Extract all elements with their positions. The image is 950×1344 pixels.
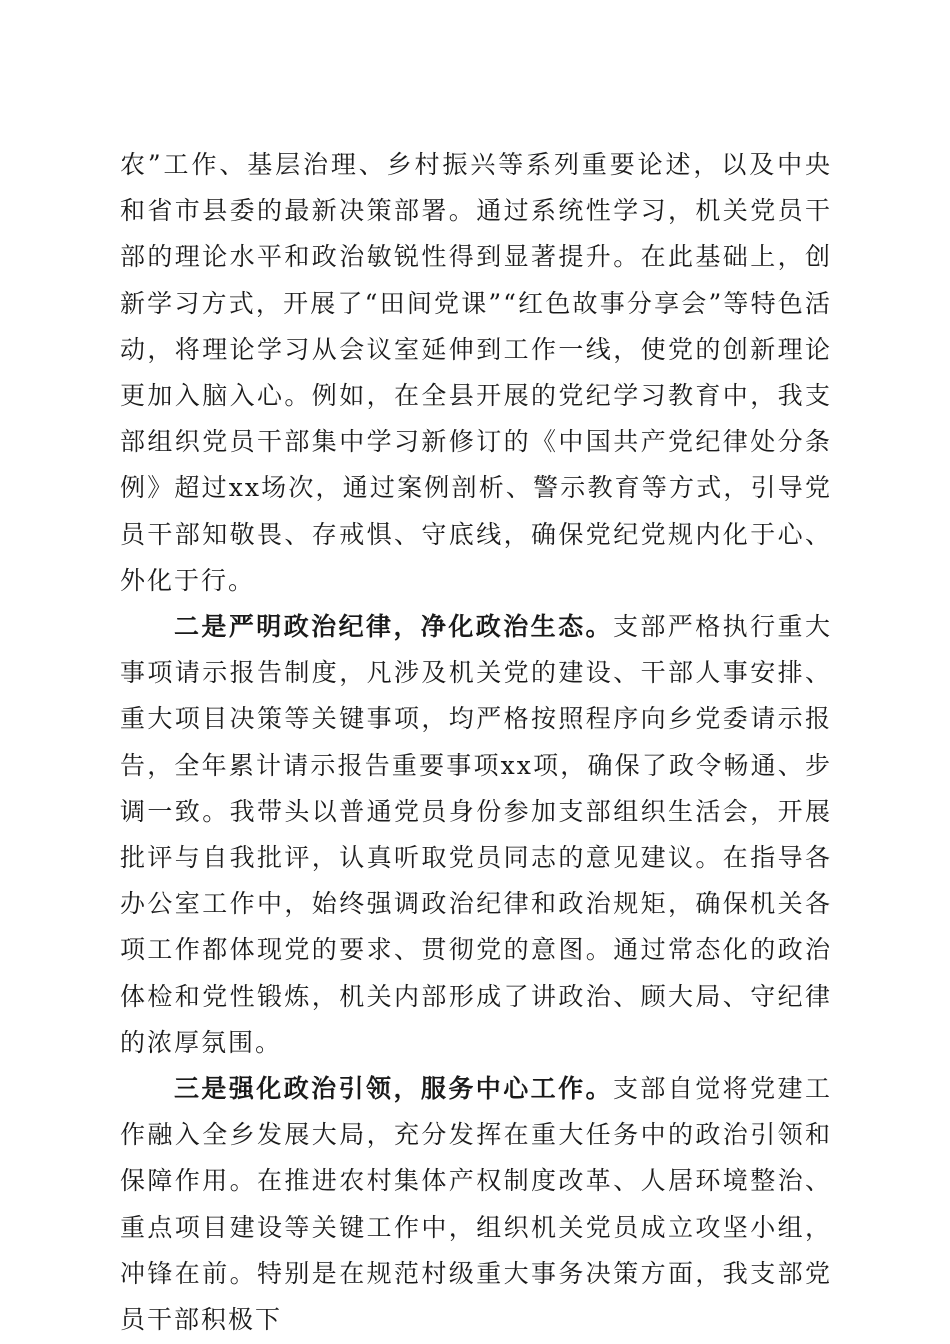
paragraph-text: 农”工作、基层治理、乡村振兴等系列重要论述，以及中央和省市县委的最新决策部署。通过系统性学习，机关党员干部的理论水平和政治敏锐性得到显著提升。在此基础上，创新学习方式，开展了“田间党课”“红色故事分享会”等特色活动，将理论学习从会议室延伸到工作一线，使党的创新理论更加入脑入心。例如，在全县开展的党纪学习教育中，我支部组织党员干部集中学习新修订的《中国共产党纪律处分条例》超过xx场次，通过案例剖析、警示教育等方式，引导党员干部知敬畏、存戒惧、守底线，确保党纪党规内化于心、外化于行。 bbox=[120, 150, 832, 595]
paragraph-text: 支部自觉将党建工作融入全乡发展大局，充分发挥在重大任务中的政治引领和保障作用。在推进农村集体产权制度改革、人居环境整治、重点项目建设等关键工作中，组织机关党员成立攻坚小组，冲锋在前。特别是在规范村级重大事务决策方面，我支部党员干部积极下 bbox=[120, 1074, 832, 1335]
document-body bbox=[120, 142, 832, 1343]
paragraph-continuation bbox=[120, 142, 832, 604]
paragraph-political-leadership bbox=[120, 1066, 832, 1343]
paragraph-political-discipline bbox=[120, 604, 832, 1066]
paragraph-heading: 二是严明政治纪律，净化政治生态。 bbox=[174, 612, 613, 642]
paragraph-heading: 三是强化政治引领，服务中心工作。 bbox=[174, 1074, 613, 1104]
paragraph-text: 支部严格执行重大事项请示报告制度，凡涉及机关党的建设、干部人事安排、重大项目决策等关键事项，均严格按照程序向乡党委请示报告，全年累计请示报告重要事项xx项，确保了政令畅通、步调一致。我带头以普通党员身份参加支部组织生活会，开展批评与自我批评，认真听取党员同志的意见建议。在指导各办公室工作中，始终强调政治纪律和政治规矩，确保机关各项工作都体现党的要求、贯彻党的意图。通过常态化的政治体检和党性锻炼，机关内部形成了讲政治、顾大局、守纪律的浓厚氛围。 bbox=[120, 612, 832, 1057]
